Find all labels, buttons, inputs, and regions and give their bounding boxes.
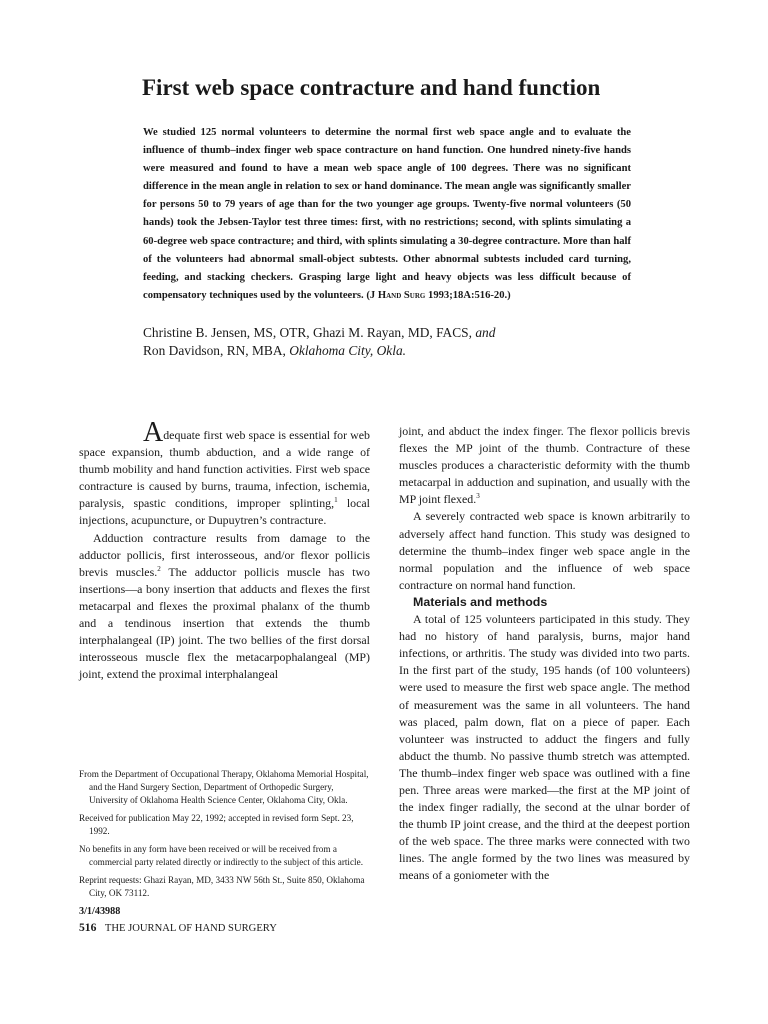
body-column-left <box>79 417 371 683</box>
continued-text: joint, and abduct the index finger. The flexor pollicis brevis flexes the MP joint of the thumb. Contracture of these muscles produces a characteristic deformity with the thumb metacarpal in adduction and supination, and usually with the MP joint flexed. <box>399 424 690 507</box>
reprint-note: Reprint requests: Ghazi Rayan, MD, 3433 NW 56th St., Suite 850, Oklahoma City, OK 73112. <box>79 875 365 898</box>
reference-marker: 3 <box>476 492 480 501</box>
continued-paragraph <box>399 423 690 508</box>
article-abstract <box>143 124 631 305</box>
reference-marker: 2 <box>157 564 161 573</box>
body-column-right <box>399 423 690 885</box>
intro-text-end: local injections, acupuncture, or Dupuytren’s contracture. <box>79 496 370 528</box>
intro-text: dequate first web space is essential for web space expansion, thumb abduction, and a wide range of thumb mobility and hand function activities. First web space contracture is caused by burns, trauma, infection, ischemia, paralysis, spastic conditions, improper splinting, <box>79 428 370 511</box>
abstract-citation: 1993;18A:516-20.) <box>428 289 511 301</box>
journal-name: THE JOURNAL OF HAND SURGERY <box>104 923 277 934</box>
article-title: First web space contracture and hand function <box>142 75 601 100</box>
authors-first-line: Christine B. Jensen, MS, OTR, Ghazi M. Rayan, MD, FACS, <box>143 325 472 340</box>
methods-paragraph: A total of 125 volunteers participated in this study. They had no history of hand paralysis, burns, major hand infections, or arthritis. The study was divided into two parts. In the first part of the study, 195 hands (of 100 volunteers) were used to measure the first web space angle. The method of measurement was the same in all volunteers. The hand was placed, palm down, flat on a piece of paper. Each volunteer was instructed to adduct the fingers and fully abduct the thumb. No passive thumb stretch was attempted. The thumb–index finger web space was outlined with a fine pen. Three areas were marked—the first at the MP joint of the index finger radially, the second at the ulnar border of the thumb IP joint crease, and the third at the deepest portion of the web space. The three marks were connected with two lines. The angle formed by the two lines was measured by means of a goniometer with the <box>399 612 690 883</box>
affiliation-note: From the Department of Occupational Therapy, Oklahoma Memorial Hospital, and the Hand Surgery Section, Department of Orthopedic Surgery, University of Oklahoma Health Science Center, Oklahoma City, Okla. <box>79 769 369 805</box>
article-code: 3/1/43988 <box>79 906 121 917</box>
aim-paragraph: A severely contracted web space is known arbitrarily to adversely affect hand function. This study was designed to determine the thumb–index finger web space angle in the normal population and the influence of web space contracture on normal hand function. <box>399 509 690 592</box>
article-footnotes <box>79 768 370 923</box>
intro-paragraph <box>79 417 370 530</box>
authors-conjunction: and <box>475 325 496 340</box>
author-line-2 <box>143 342 663 360</box>
adduction-paragraph <box>79 530 370 684</box>
received-note: Received for publication May 22, 1992; accepted in revised form Sept. 23, 1992. <box>79 813 354 836</box>
section-heading: Materials and methods <box>413 594 548 609</box>
author-list <box>143 324 663 360</box>
adduction-text: Adduction contracture results from damage to the adductor pollicis, first interosseous, and/or flexor pollicis brevis muscles. <box>79 530 370 579</box>
reference-marker: 1 <box>334 496 338 505</box>
authors-second-line: Ron Davidson, RN, MBA, <box>143 343 286 358</box>
abstract-journal-abbrev: Hand Surg <box>377 289 426 301</box>
abstract-text: We studied 125 normal volunteers to determine the normal first web space angle and to evaluate the influence of thumb–index finger web space contracture on hand function. One hundred ninety-five hands were measured and found to have a mean web space angle of 100 degrees. There was no significant difference in the mean angle in relation to sex or hand dominance. The mean angle was significantly smaller for persons 50 to 79 years of age than for the two younger age groups. Twenty-five normal volunteers (50 hands) took the Jebsen-Taylor test three times: first, with no restrictions; second, with splints simulating a 60-degree web space contracture; and third, with splints simulating a 30-degree contracture. More than half of the volunteers had abnormal small-object subtests. Other abnormal subtests included card turning, feeding, and stacking checkers. Grasping large light and heavy objects was less difficult because of compensatory techniques used by the volunteers. (J <box>143 127 631 301</box>
page-footer <box>79 921 277 934</box>
adduction-text-end: The adductor pollicis muscle has two insertions—a bony insertion that adducts and flexes the first metacarpal and flexes the proximal phalanx of the thumb and a tendinous insertion that extends the thumb interphalangeal (IP) joint. The two bellies of the first dorsal interosseous muscle flex the metacarpophalangeal (MP) joint, extend the proximal interphalangeal <box>79 564 371 682</box>
author-line-1 <box>143 324 663 342</box>
drop-cap: A <box>143 417 164 448</box>
page-number: 516 <box>79 921 97 934</box>
benefits-note: No benefits in any form have been received or will be received from a commercial party related directly or indirectly to the subject of this article. <box>79 844 363 867</box>
authors-location: Oklahoma City, Okla. <box>289 343 407 358</box>
